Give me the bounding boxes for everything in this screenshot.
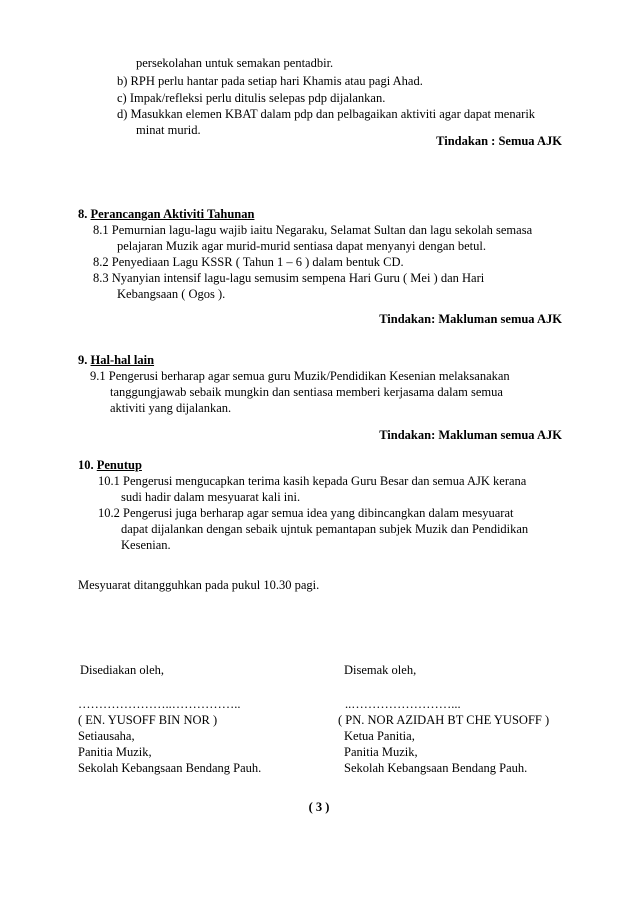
section-number: 10. bbox=[78, 458, 94, 472]
item-10-1: 10.1 Pengerusi mengucapkan terima kasih kepada Guru Besar dan semua AJK kerana bbox=[98, 474, 527, 488]
prepared-by-label: Disediakan oleh, bbox=[80, 663, 165, 677]
action-note: Tindakan: Makluman semua AJK bbox=[379, 428, 562, 442]
signatory-school: Sekolah Kebangsaan Bendang Pauh. bbox=[344, 761, 528, 775]
item-9-1-cont: tanggungjawab sebaik mungkin dan sentiasa memberi kerjasama dalam semua bbox=[110, 385, 503, 399]
reviewed-by-label: Disemak oleh, bbox=[344, 663, 417, 677]
cont-item-b: b) RPH perlu hantar pada setiap hari Khamis atau pagi Ahad. bbox=[117, 74, 423, 88]
cont-item-c: c) Impak/refleksi perlu ditulis selepas pdp dijalankan. bbox=[117, 91, 386, 105]
section-number: 9. bbox=[78, 353, 88, 367]
section-title: Hal-hal lain bbox=[90, 353, 155, 367]
item-8-3-cont: Kebangsaan ( Ogos ). bbox=[117, 287, 226, 301]
section-8-heading bbox=[78, 207, 254, 222]
section-title: Perancangan Aktiviti Tahunan bbox=[90, 207, 255, 221]
item-8-1-cont: pelajaran Muzik agar murid-murid sentiasa dapat menyanyi dengan betul. bbox=[117, 239, 486, 253]
signatory-role: Panitia Muzik, bbox=[78, 745, 152, 759]
cont-item-d-cont: minat murid. bbox=[136, 123, 201, 137]
signatory-role: Panitia Muzik, bbox=[344, 745, 418, 759]
section-10-heading bbox=[78, 458, 142, 473]
signatory-name: ( PN. NOR AZIDAH BT CHE YUSOFF ) bbox=[338, 713, 550, 727]
signatory-name: ( EN. YUSOFF BIN NOR ) bbox=[78, 713, 218, 727]
item-9-1-cont: aktiviti yang dijalankan. bbox=[110, 401, 232, 415]
section-9-heading bbox=[78, 353, 154, 368]
item-8-1: 8.1 Pemurnian lagu-lagu wajib iaitu Negaraku, Selamat Sultan dan lagu sekolah semasa bbox=[93, 223, 533, 237]
signature-line: ..……………………... bbox=[345, 697, 461, 711]
adjournment-note: Mesyuarat ditangguhkan pada pukul 10.30 pagi. bbox=[78, 578, 320, 592]
action-note: Tindakan: Makluman semua AJK bbox=[379, 312, 562, 326]
item-10-2: 10.2 Pengerusi juga berharap agar semua idea yang dibincangkan dalam mesyuarat bbox=[98, 506, 514, 520]
section-number: 8. bbox=[78, 207, 88, 221]
cont-line: persekolahan untuk semakan pentadbir. bbox=[136, 56, 334, 70]
item-10-2-cont: Kesenian. bbox=[121, 538, 171, 552]
page-number: ( 3 ) bbox=[308, 800, 330, 814]
item-10-1-cont: sudi hadir dalam mesyuarat kali ini. bbox=[121, 490, 301, 504]
signature-line: …………………..…………….. bbox=[78, 697, 241, 711]
section-title: Penutup bbox=[96, 458, 142, 472]
signatory-role: Setiausaha, bbox=[78, 729, 135, 743]
cont-item-d: d) Masukkan elemen KBAT dalam pdp dan pelbagaikan aktiviti agar dapat menarik bbox=[117, 107, 536, 121]
item-9-1: 9.1 Pengerusi berharap agar semua guru Muzik/Pendidikan Kesenian melaksanakan bbox=[90, 369, 510, 383]
action-note: Tindakan : Semua AJK bbox=[436, 134, 562, 148]
signatory-school: Sekolah Kebangsaan Bendang Pauh. bbox=[78, 761, 262, 775]
item-8-3: 8.3 Nyanyian intensif lagu-lagu semusim sempena Hari Guru ( Mei ) dan Hari bbox=[93, 271, 485, 285]
item-8-2: 8.2 Penyediaan Lagu KSSR ( Tahun 1 – 6 ) dalam bentuk CD. bbox=[93, 255, 404, 269]
signatory-role: Ketua Panitia, bbox=[344, 729, 415, 743]
item-10-2-cont: dapat dijalankan dengan sebaik ujntuk pemantapan subjek Muzik dan Pendidikan bbox=[121, 522, 529, 536]
